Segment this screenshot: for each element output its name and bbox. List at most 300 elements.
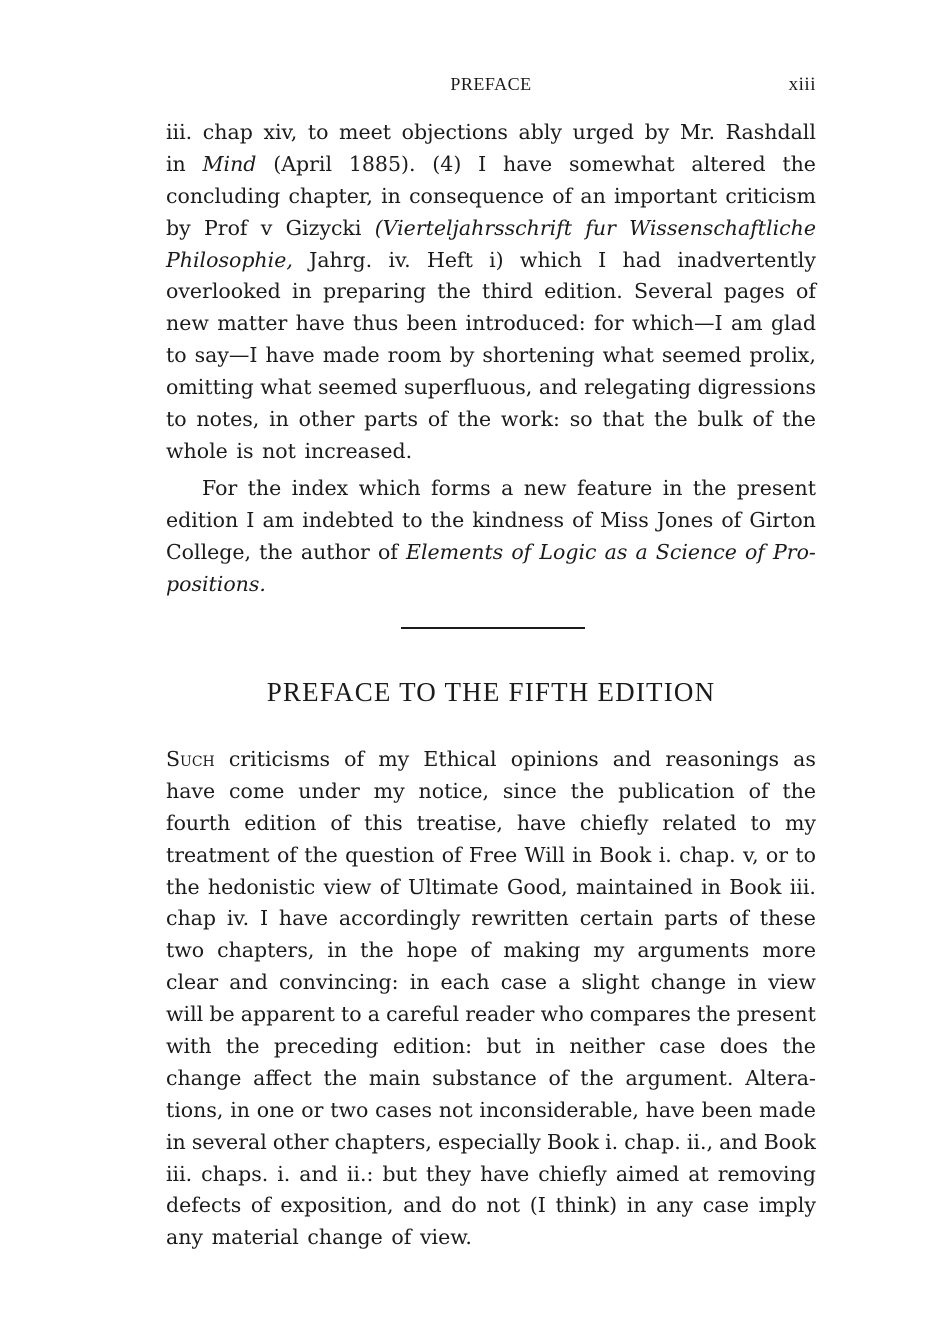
word: chapter,: [288, 183, 373, 208]
word: the: [360, 938, 394, 963]
word: important: [613, 183, 718, 208]
text-line: [166, 872, 816, 904]
running-head: [166, 74, 816, 98]
word: have: [265, 343, 315, 368]
word: not: [486, 1193, 521, 1218]
word: the: [782, 1034, 816, 1059]
word: Book: [729, 874, 782, 899]
word: chaps.: [201, 1161, 269, 1186]
word: hope: [406, 938, 458, 963]
word: view: [768, 970, 816, 995]
word: in: [166, 151, 186, 176]
word: chap.: [624, 1129, 681, 1154]
word: I: [598, 247, 607, 272]
word: material: [211, 1225, 299, 1250]
word: thus: [353, 311, 399, 336]
word: change: [650, 970, 727, 995]
word: Pro-: [772, 539, 816, 564]
word: glad: [770, 311, 816, 336]
text-line: [166, 473, 816, 505]
word: rewritten: [471, 906, 569, 931]
text-line: [166, 744, 816, 776]
word: new: [523, 476, 567, 500]
word: cases: [375, 1097, 433, 1122]
word: in: [572, 842, 592, 867]
text-line: [166, 117, 816, 149]
word: matter: [217, 311, 288, 336]
word: new: [166, 311, 209, 336]
word: the: [247, 476, 282, 500]
word: the: [259, 539, 293, 564]
word: Mr.: [679, 120, 715, 144]
word: superfluous,: [404, 375, 533, 400]
word: of: [330, 810, 351, 835]
word: the: [782, 407, 816, 432]
word: chap.: [679, 842, 736, 867]
word: publication: [618, 778, 735, 803]
word: in: [409, 970, 430, 995]
word: Will: [524, 842, 565, 867]
word: iii.: [166, 120, 193, 144]
word: maintained: [575, 874, 693, 899]
word: a: [367, 1002, 380, 1027]
text-line: [166, 1031, 816, 1063]
word: as: [793, 747, 816, 771]
word: other: [272, 1129, 329, 1154]
word: to: [166, 343, 187, 368]
word: Book: [599, 842, 652, 867]
word: be: [209, 1002, 235, 1027]
word: each: [440, 970, 490, 995]
word: not: [262, 438, 296, 463]
word: by: [644, 120, 670, 144]
word: of: [744, 539, 765, 564]
word: or: [301, 1097, 324, 1122]
word: overlooked: [166, 279, 281, 304]
word: (4): [432, 151, 462, 176]
word: and: [229, 970, 268, 995]
word: Prof: [203, 215, 248, 240]
word: convincing:: [278, 970, 399, 995]
word: the: [692, 476, 727, 500]
word: I: [259, 906, 269, 931]
text-line: [166, 308, 816, 340]
word: main: [368, 1065, 421, 1090]
word: more: [762, 938, 816, 963]
word: of: [752, 407, 773, 432]
word: For: [202, 476, 238, 500]
word: kindness: [472, 507, 564, 532]
word: been: [701, 1097, 753, 1122]
word: defects: [166, 1193, 242, 1218]
word: any: [656, 1193, 694, 1218]
word: Jones: [656, 507, 714, 532]
word: seemed: [318, 375, 398, 400]
word: Rashdall: [725, 120, 816, 144]
word: I: [478, 151, 487, 176]
word: Such: [166, 747, 215, 771]
word: Good,: [506, 874, 568, 899]
text-line: [166, 808, 816, 840]
word: I: [246, 507, 255, 532]
word: i.: [605, 1129, 619, 1154]
word: in: [662, 476, 683, 500]
word: fur: [585, 215, 616, 240]
word: (Vierteljahrsschrift: [374, 215, 573, 240]
text-line: [166, 181, 816, 213]
word: concluding: [166, 183, 281, 208]
word: the: [570, 778, 605, 803]
word: edition:: [392, 1034, 472, 1059]
word: of: [728, 906, 749, 931]
word: view.: [419, 1225, 472, 1250]
word: imply: [758, 1193, 816, 1218]
word: been: [406, 311, 458, 336]
text-line: [166, 1222, 816, 1254]
word: work:: [500, 407, 560, 432]
word: have: [516, 810, 566, 835]
word: view: [323, 874, 372, 899]
text-line: [166, 903, 816, 935]
word: they: [425, 1161, 472, 1186]
word: chiefly: [538, 1161, 607, 1186]
word: careful: [386, 1002, 460, 1027]
word: under: [298, 778, 360, 803]
word: digressions: [697, 375, 816, 400]
word: reasonings: [665, 747, 780, 771]
word: Free: [468, 842, 518, 867]
word: is: [236, 438, 254, 463]
word: had: [622, 247, 662, 272]
word: have: [278, 906, 329, 931]
word: chapters,: [334, 1129, 432, 1154]
text-line: [166, 340, 816, 372]
word: the: [580, 1065, 614, 1090]
word: of: [548, 1065, 569, 1090]
word: pages: [723, 279, 785, 304]
word: compares: [589, 1002, 691, 1027]
word: Science: [655, 539, 737, 564]
word: omitting: [166, 375, 254, 400]
word: third: [482, 279, 533, 304]
paragraph-fifth-edition: [166, 744, 816, 1254]
word: present: [736, 1002, 816, 1027]
word: shortening: [482, 343, 595, 368]
word: positions.: [166, 571, 266, 596]
word: that: [602, 407, 645, 432]
word: in: [535, 1034, 556, 1059]
word: my: [378, 747, 410, 771]
word: bulk: [697, 407, 743, 432]
text-line: [166, 213, 816, 245]
word: in: [230, 1097, 250, 1122]
text-line: [166, 1127, 816, 1159]
word: xiv,: [263, 120, 298, 144]
word: present: [736, 476, 816, 500]
word: which—I: [632, 311, 723, 336]
word: aimed: [615, 1161, 680, 1186]
word: v,: [742, 842, 759, 867]
word: the: [437, 279, 471, 304]
word: Philosophie,: [166, 247, 293, 272]
text-line: [166, 505, 816, 537]
word: who: [540, 1002, 584, 1027]
word: of: [572, 507, 593, 532]
word: Mind: [202, 151, 257, 176]
word: index: [291, 476, 349, 500]
word: to: [307, 120, 329, 144]
word: criticism: [725, 183, 816, 208]
word: at: [688, 1161, 709, 1186]
word: urged: [572, 120, 634, 144]
word: Heft: [426, 247, 473, 272]
word: in: [381, 183, 401, 208]
word: fourth: [166, 810, 231, 835]
word: criticisms: [228, 747, 331, 771]
word: and: [719, 1129, 758, 1154]
word: case: [702, 1193, 750, 1218]
word: of: [511, 539, 532, 564]
word: have: [503, 151, 553, 176]
word: chiefly: [579, 810, 649, 835]
word: prolix,: [749, 343, 816, 368]
word: College,: [166, 539, 252, 564]
section-divider-rule: [401, 627, 585, 629]
word: since: [502, 778, 557, 803]
word: of: [377, 539, 398, 564]
word: with: [166, 1034, 212, 1059]
word: and: [538, 375, 578, 400]
text-line: [166, 999, 816, 1031]
word: notes,: [196, 407, 260, 432]
word: i.: [277, 1161, 291, 1186]
word: removing: [717, 1161, 816, 1186]
word: in: [626, 1193, 647, 1218]
word: Book: [546, 1129, 600, 1154]
word: ii.:: [346, 1161, 374, 1186]
word: the: [225, 1034, 260, 1059]
word: in: [327, 938, 348, 963]
word: one: [256, 1097, 295, 1122]
text-line: [166, 776, 816, 808]
word: chapters,: [217, 938, 315, 963]
word: of: [441, 842, 462, 867]
word: treatise,: [416, 810, 503, 835]
word: of: [721, 507, 742, 532]
word: of: [344, 747, 365, 771]
word: Jahrg.: [309, 247, 373, 272]
word: 1885).: [348, 151, 416, 176]
text-line: [166, 935, 816, 967]
word: a: [558, 970, 571, 995]
word: this: [364, 810, 403, 835]
word: meet: [339, 120, 391, 144]
text-line: [166, 404, 816, 436]
word: to: [166, 407, 187, 432]
word: i.: [658, 842, 672, 867]
word: my: [373, 778, 405, 803]
word: have: [295, 311, 345, 336]
word: introduced:: [465, 311, 586, 336]
word: the: [323, 1065, 358, 1090]
word: author: [300, 539, 370, 564]
text-line: [166, 372, 816, 404]
word: am: [730, 311, 763, 336]
word: these: [759, 906, 816, 931]
word: of: [391, 1225, 412, 1250]
word: of: [552, 183, 573, 208]
word: of: [470, 938, 491, 963]
text-line: [166, 1095, 816, 1127]
word: and: [403, 1193, 442, 1218]
word: Several: [634, 279, 713, 304]
word: think): [555, 1193, 618, 1218]
text-line: [166, 149, 816, 181]
word: iv.: [226, 906, 250, 931]
word: by: [166, 215, 191, 240]
word: what: [260, 375, 312, 400]
word: am: [262, 507, 295, 532]
word: will: [166, 1002, 204, 1027]
word: edition.: [544, 279, 623, 304]
word: to: [795, 842, 816, 867]
word: the: [782, 778, 816, 803]
word: to: [340, 1002, 362, 1027]
word: of: [427, 407, 448, 432]
word: forms: [430, 476, 491, 500]
word: have: [645, 1097, 695, 1122]
word: does: [719, 1034, 768, 1059]
word: arguments: [637, 938, 750, 963]
word: made: [322, 343, 380, 368]
paragraph-index-note: [166, 473, 816, 601]
word: but: [382, 1161, 417, 1186]
word: clear: [166, 970, 219, 995]
word: the: [457, 407, 492, 432]
text-line: [166, 840, 816, 872]
text-line: [166, 276, 816, 308]
word: of: [379, 874, 400, 899]
word: to: [401, 507, 423, 532]
word: relegating: [583, 375, 692, 400]
word: two: [330, 1097, 369, 1122]
text-line: [166, 1159, 816, 1191]
word: come: [229, 778, 285, 803]
word: inadvertently: [677, 247, 816, 272]
word: parts: [364, 407, 419, 432]
word: notice,: [418, 778, 490, 803]
word: making: [503, 938, 581, 963]
word: opinions: [510, 747, 599, 771]
word: do: [451, 1193, 477, 1218]
word: the: [430, 507, 465, 532]
word: altered: [691, 151, 766, 176]
word: feature: [576, 476, 653, 500]
word: my: [593, 938, 625, 963]
word: and: [299, 1161, 338, 1186]
word: objections: [401, 120, 508, 144]
word: ably: [518, 120, 562, 144]
word: two: [166, 938, 205, 963]
word: or: [765, 842, 789, 867]
word: iii.: [166, 1161, 193, 1186]
word: of: [796, 279, 816, 304]
word: affect: [253, 1065, 312, 1090]
text-line: [166, 245, 816, 277]
word: for: [593, 311, 624, 336]
word: tions,: [166, 1097, 224, 1122]
word: related: [662, 810, 737, 835]
word: the: [782, 151, 816, 176]
word: edition: [166, 507, 239, 532]
word: a: [501, 476, 514, 500]
word: edition: [244, 810, 317, 835]
word: the: [166, 874, 200, 899]
word: which: [519, 247, 582, 272]
word: Ethical: [423, 747, 497, 771]
word: by: [449, 343, 475, 368]
word: indebted: [302, 507, 394, 532]
word: iii.: [789, 874, 816, 899]
word: chap: [202, 120, 253, 144]
page-number: xiii: [788, 74, 816, 95]
word: Girton: [749, 507, 816, 532]
text-line: [166, 537, 816, 569]
word: neither: [569, 1034, 645, 1059]
word: Altera-: [745, 1065, 816, 1090]
word: somewhat: [568, 151, 675, 176]
word: argument.: [625, 1065, 734, 1090]
text-line: [166, 1063, 816, 1095]
word: especially: [437, 1129, 541, 1154]
word: so: [569, 407, 593, 432]
word: what: [602, 343, 654, 368]
word: in: [701, 874, 721, 899]
word: of: [748, 778, 769, 803]
word: the: [697, 1002, 731, 1027]
word: ii.,: [686, 1129, 714, 1154]
word: as: [604, 539, 628, 564]
text-line: [166, 436, 816, 468]
word: have: [166, 778, 216, 803]
text-line: [166, 1190, 816, 1222]
word: slight: [581, 970, 640, 995]
word: parts: [664, 906, 719, 931]
word: Elements: [406, 539, 504, 564]
text-line: [166, 569, 816, 601]
word: seemed: [661, 343, 742, 368]
word: any: [166, 1225, 204, 1250]
word: inconsiderable,: [479, 1097, 639, 1122]
word: case: [500, 970, 548, 995]
text-line: [166, 967, 816, 999]
word: whole: [166, 438, 228, 463]
paragraph-continued: [166, 117, 816, 468]
word: several: [191, 1129, 267, 1154]
word: i): [489, 247, 504, 272]
word: Logic: [539, 539, 597, 564]
word: in: [737, 970, 757, 995]
word: accordingly: [338, 906, 461, 931]
word: an: [580, 183, 606, 208]
word: say—I: [194, 343, 258, 368]
word: Wissenschaftliche: [629, 215, 816, 240]
word: of: [276, 842, 297, 867]
word: the: [304, 842, 338, 867]
word: the: [654, 407, 688, 432]
word: which: [358, 476, 421, 500]
word: hedonistic: [207, 874, 316, 899]
